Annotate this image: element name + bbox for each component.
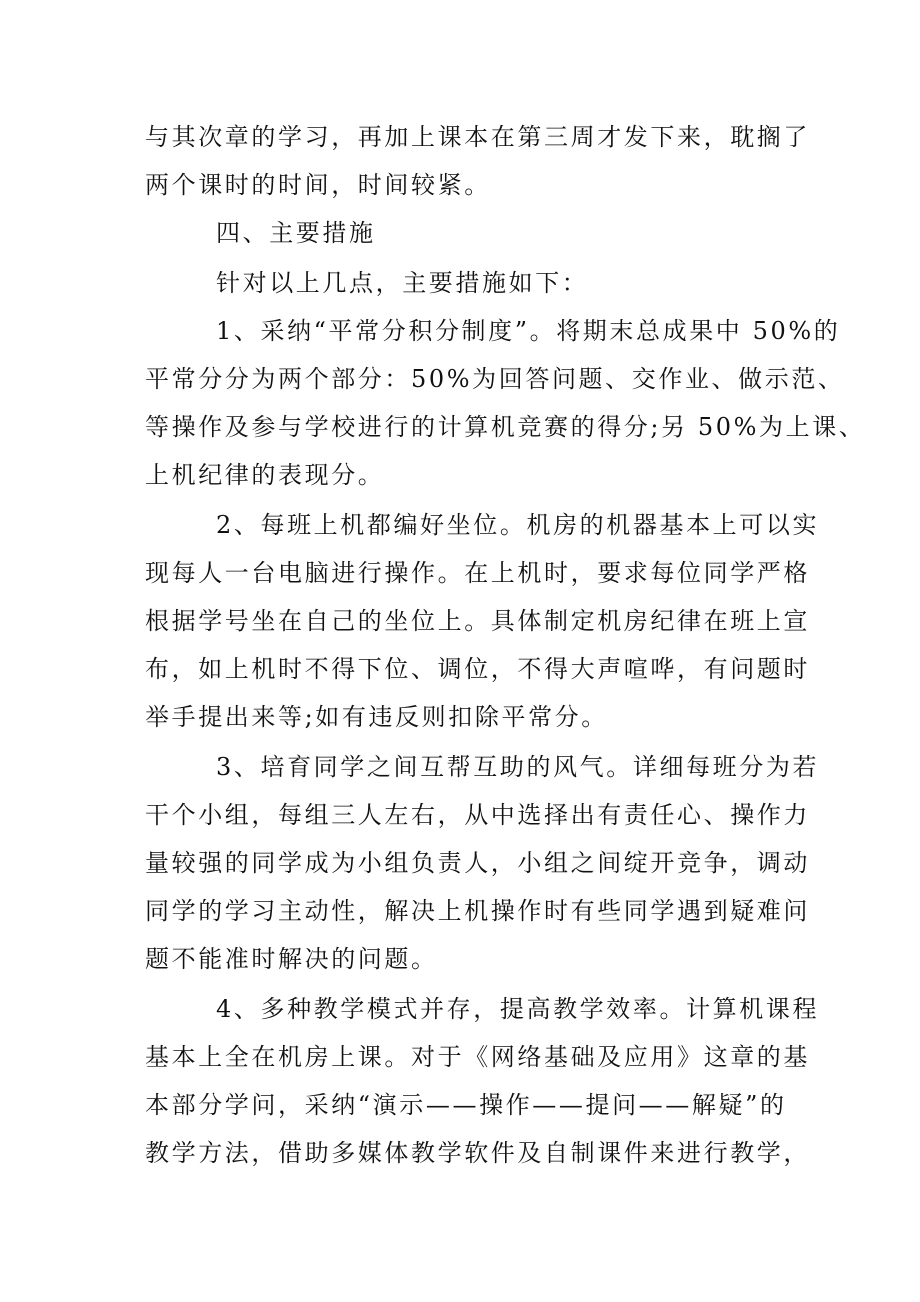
text-line: 举手提出来等;如有违反则扣除平常分。 (145, 703, 608, 731)
text-line: 教学方法，借助多媒体教学软件及自制课件来进行教学， (145, 1139, 810, 1167)
text-line: 现每人一台电脑进行操作。在上机时，要求每位同学严格 (145, 559, 810, 587)
text-line: 等操作及参与学校进行的计算机竞赛的得分;另 50%为上课、 (145, 413, 866, 441)
text-line: 两个课时的时间，时间较紧。 (145, 171, 491, 199)
text-line: 2、每班上机都编好坐位。机房的机器基本上可以实 (216, 511, 820, 539)
text-line: 基本上全在机房上课。对于《网络基础及应用》这章的基 (145, 1043, 810, 1071)
text-line: 同学的学习主动性，解决上机操作时有些同学遇到疑难问 (145, 897, 810, 925)
text-line: 4、多种教学模式并存，提高教学效率。计算机课程 (216, 995, 820, 1023)
section-heading: 四、主要措施 (216, 219, 376, 247)
text-line: 根据学号坐在自己的坐位上。具体制定机房纪律在班上宣 (145, 607, 810, 635)
text-line: 针对以上几点，主要措施如下： (216, 269, 589, 297)
text-line: 1、采纳“平常分积分制度”。将期末总成果中 50%的 (216, 317, 841, 345)
text-line: 布，如上机时不得下位、调位，不得大声喧哗，有问题时 (145, 655, 810, 683)
text-line: 平常分分为两个部分：50%为回答问题、交作业、做示范、 (145, 365, 845, 393)
text-line: 量较强的同学成为小组负责人，小组之间绽开竞争，调动 (145, 849, 810, 877)
text-line: 干个小组，每组三人左右，从中选择出有责任心、操作力 (145, 801, 810, 829)
text-line: 3、培育同学之间互帮互助的风气。详细每班分为若 (216, 753, 820, 781)
text-line: 与其次章的学习，再加上课本在第三周才发下来，耽搁了 (145, 123, 810, 151)
text-line: 本部分学问，采纳“演示——操作——提问——解疑”的 (145, 1091, 787, 1119)
text-line: 题不能准时解决的问题。 (145, 945, 438, 973)
text-line: 上机纪律的表现分。 (145, 461, 385, 489)
